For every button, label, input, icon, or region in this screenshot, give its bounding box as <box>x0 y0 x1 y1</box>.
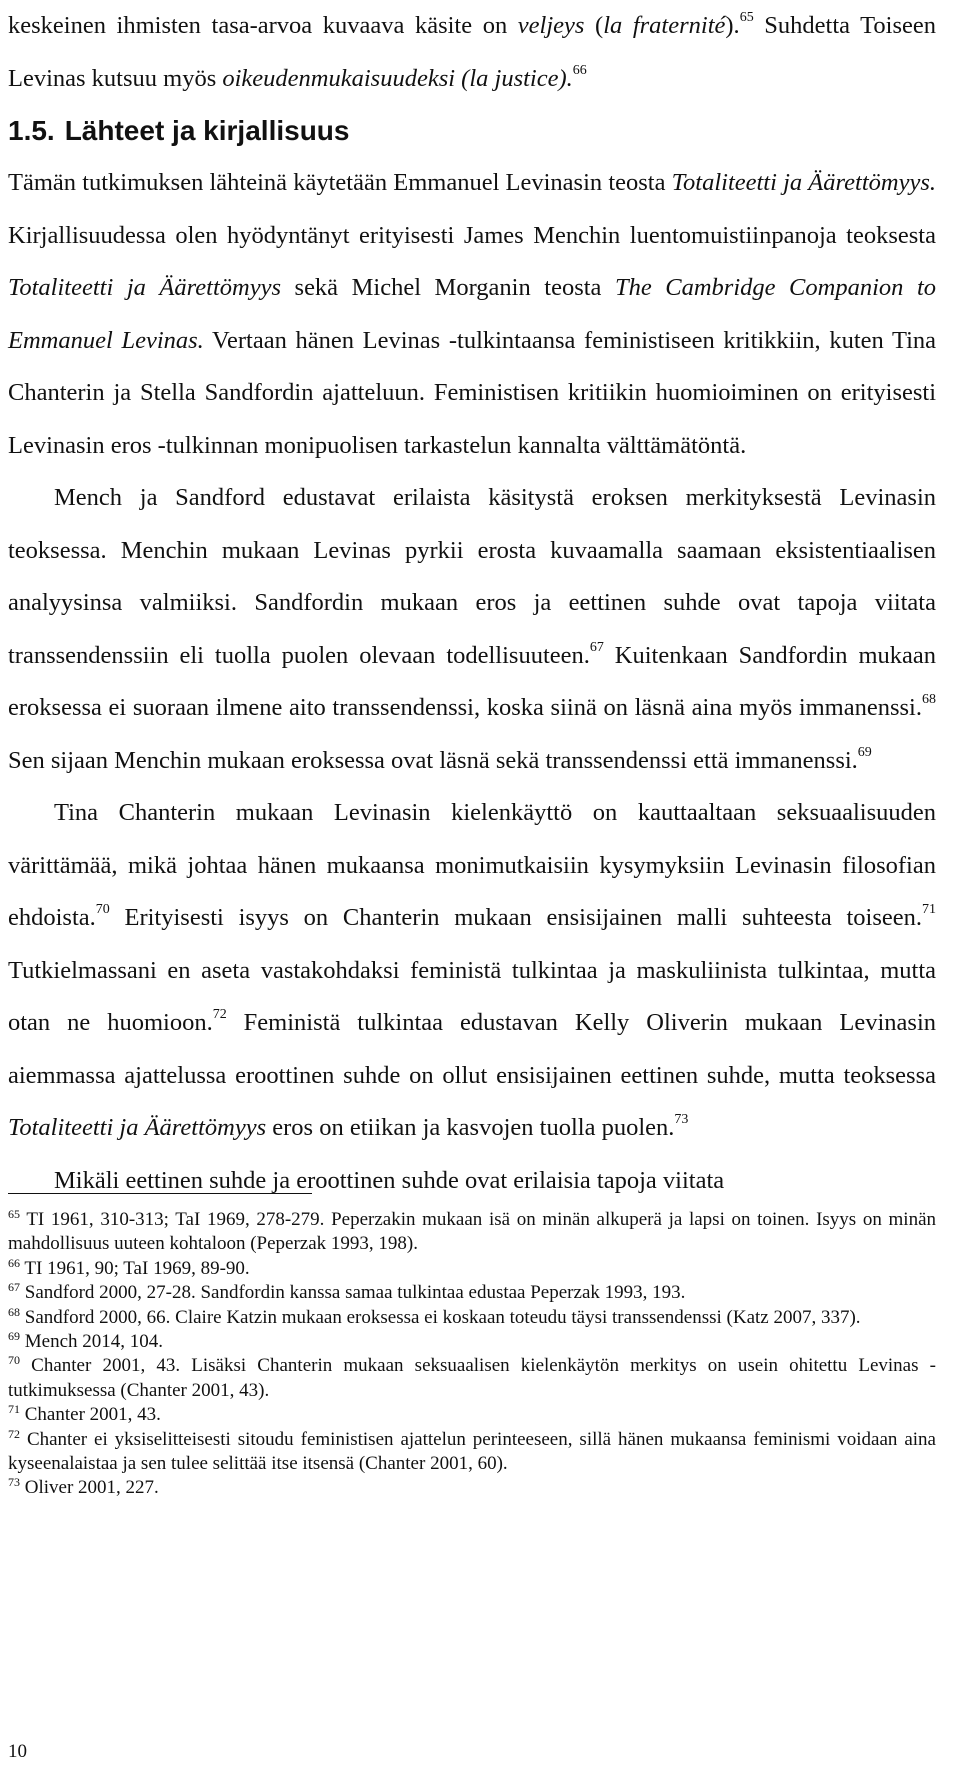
footnote-text: Mench 2014, 104. <box>20 1331 164 1353</box>
footnote-text: Oliver 2001, 227. <box>20 1477 159 1499</box>
footnote-text: Chanter ei yksiselitteisesti sitoudu feministisen ajattelun perinteeseen, sillä hänen mukaansa feminismi voidaan aina kyseenalaistaa ja sen tulee selittää itse itsensä (Chanter 2001, 60). <box>8 1428 936 1475</box>
footnote-ref[interactable]: 69 <box>857 744 872 760</box>
page-number: 10 <box>8 1741 27 1762</box>
text-run: Tutkielmassani en aseta vastakohdaksi feministä tulkintaa ja maskuliinista tulkintaa, mutta otan ne huomioon. <box>8 956 936 1036</box>
text-run: eros on etiikan ja kasvojen tuolla puolen. <box>266 1114 675 1141</box>
footnote-item <box>8 1403 936 1427</box>
footnote-text: TI 1961, 90; TaI 1969, 89-90. <box>20 1257 250 1279</box>
footnote-text: Sandford 2000, 27-28. Sandfordin kanssa samaa tulkintaa edustaa Peperzak 1993, 193. <box>20 1282 686 1304</box>
text-run: Erityisesti isyys on Chanterin mukaan ensisijainen malli suhteesta toiseen. <box>109 904 922 931</box>
footnotes-section <box>8 1193 936 1501</box>
footnote-item <box>8 1281 936 1305</box>
text-run: sekä Michel Morganin teosta <box>280 274 615 301</box>
footnote-item <box>8 1476 936 1500</box>
footnote-item <box>8 1208 936 1257</box>
footnote-item <box>8 1428 936 1477</box>
text-run: keskeinen ihmisten tasa-arvoa kuvaava käsite on <box>8 12 518 39</box>
footnote-number: 70 <box>8 1353 20 1368</box>
section-title: Lähteet ja kirjallisuus <box>64 115 350 146</box>
section-heading <box>8 105 936 157</box>
text-run: Sen sijaan Menchin mukaan eroksessa ovat läsnä sekä transsendenssi että immanenssi. <box>8 746 858 774</box>
paragraph-mench-sandford <box>8 472 936 787</box>
footnote-ref[interactable]: 67 <box>589 639 604 655</box>
footnote-ref[interactable]: 71 <box>922 902 936 917</box>
footnote-number: 71 <box>8 1402 20 1417</box>
paragraph-chanter <box>8 787 936 1155</box>
footnote-item <box>8 1354 936 1403</box>
footnote-item <box>8 1306 936 1330</box>
text-run: ( <box>584 12 604 39</box>
italic-term: veljeys <box>517 12 585 39</box>
italic-title: Totaliteetti ja Äärettömyys <box>8 274 281 301</box>
italic-title: The Cambridge Companion to Emmanuel Levinas. <box>8 274 936 354</box>
main-text <box>8 0 936 1207</box>
footnote-number: 73 <box>8 1475 20 1490</box>
paragraph-sources <box>8 157 936 472</box>
footnote-text: TI 1961, 310-313; TaI 1969, 278-279. Peperzakin mukaan isä on minän alkuperä ja lapsi on toinen. Isyys on minän mahdollisuus uuteen kohtaloon (Peperzak 1993, 198). <box>8 1209 936 1255</box>
text-run: Tämän tutkimuksen lähteinä käytetään Emmanuel Levinasin teosta <box>8 169 672 196</box>
footnote-number: 69 <box>8 1329 20 1344</box>
footnote-list <box>8 1208 936 1501</box>
footnote-ref[interactable]: 70 <box>95 902 110 917</box>
text-run: Mench ja Sandford edustavat erilaista käsitystä eroksen merkityksestä Levinasin teoksessa. Menchin mukaan Levinas pyrkii erosta kuvaamalla saamaan eksistentiaalisen analyysinsa valmiiksi. Sandfordin mukaan eros ja eettinen suhde ovat tapoja viitata transsendenssiin eli tuolla puolen olevaan todellisuuteen. <box>8 484 936 669</box>
italic-title: Totaliteetti ja Äärettömyys. <box>671 169 936 196</box>
paragraph-intro <box>8 0 936 105</box>
footnote-ref[interactable]: 73 <box>674 1112 689 1127</box>
text-run: Tina Chanterin mukaan Levinasin kielenkäyttö on kauttaaltaan seksuaalisuuden värittämää, mikä johtaa hänen mukaansa monimutkaisiin kysymyksiin Levinasin filosofian ehdoista. <box>8 799 936 931</box>
footnote-text: Chanter 2001, 43. Lisäksi Chanterin mukaan seksuaalisen kielenkäytön merkitys on usein ohitettu Levinas -tutkimuksessa (Chanter 2001, 43). <box>8 1355 936 1401</box>
italic-term: la fraternité <box>603 12 726 39</box>
footnote-item <box>8 1330 936 1354</box>
footnote-text: Chanter 2001, 43. <box>20 1404 161 1426</box>
footnote-number: 68 <box>8 1304 20 1319</box>
italic-title: Totaliteetti ja Äärettömyys <box>8 1114 267 1141</box>
footnote-ref[interactable]: 66 <box>572 62 587 78</box>
text-run: Kuitenkaan Sandfordin mukaan eroksessa ei suoraan ilmene aito transsendenssi, koska siinä on läsnä aina myös immanenssi. <box>8 641 936 721</box>
footnote-number: 72 <box>8 1426 20 1441</box>
footnote-text: Sandford 2000, 66. Claire Katzin mukaan eroksessa ei koskaan toteudu täysi transsendenssi (Katz 2007, 337). <box>20 1306 861 1328</box>
text-run: Suhdetta Toiseen Levinas kutsuu myös <box>8 12 936 92</box>
footnote-number: 67 <box>8 1280 20 1295</box>
italic-term: oikeudenmukaisuudeksi (la justice). <box>222 64 573 92</box>
footnote-ref[interactable]: 68 <box>922 692 936 707</box>
section-number: 1.5. <box>8 115 55 146</box>
footnote-ref[interactable]: 65 <box>739 10 754 25</box>
footnote-number: 66 <box>8 1255 20 1270</box>
footnote-item <box>8 1257 936 1281</box>
footnote-separator <box>8 1193 312 1194</box>
text-run: Mikäli eettinen suhde ja eroottinen suhde ovat erilaisia tapoja viitata <box>54 1166 725 1194</box>
text-run: Kirjallisuudessa olen hyödyntänyt erityisesti James Menchin luentomuistiinpanoja teoksesta <box>8 221 936 249</box>
footnote-number: 65 <box>8 1207 20 1221</box>
text-run: ). <box>725 12 740 39</box>
footnote-ref[interactable]: 72 <box>212 1007 227 1022</box>
text-run: Feministä tulkintaa edustavan Kelly Oliverin mukaan Levinasin aiemmassa ajattelussa eroottinen suhde on ollut ensisijainen eettinen suhde, mutta teoksessa <box>8 1009 936 1089</box>
text-run: Vertaan hänen Levinas -tulkintaansa feministiseen kritikkiin, kuten Tina Chanterin ja Stella Sandfordin ajatteluun. Feministisen kritiikin huomioiminen on erityisesti Levinasin eros -tulkinnan monipuolisen tarkastelun kannalta välttämätöntä. <box>8 326 937 459</box>
